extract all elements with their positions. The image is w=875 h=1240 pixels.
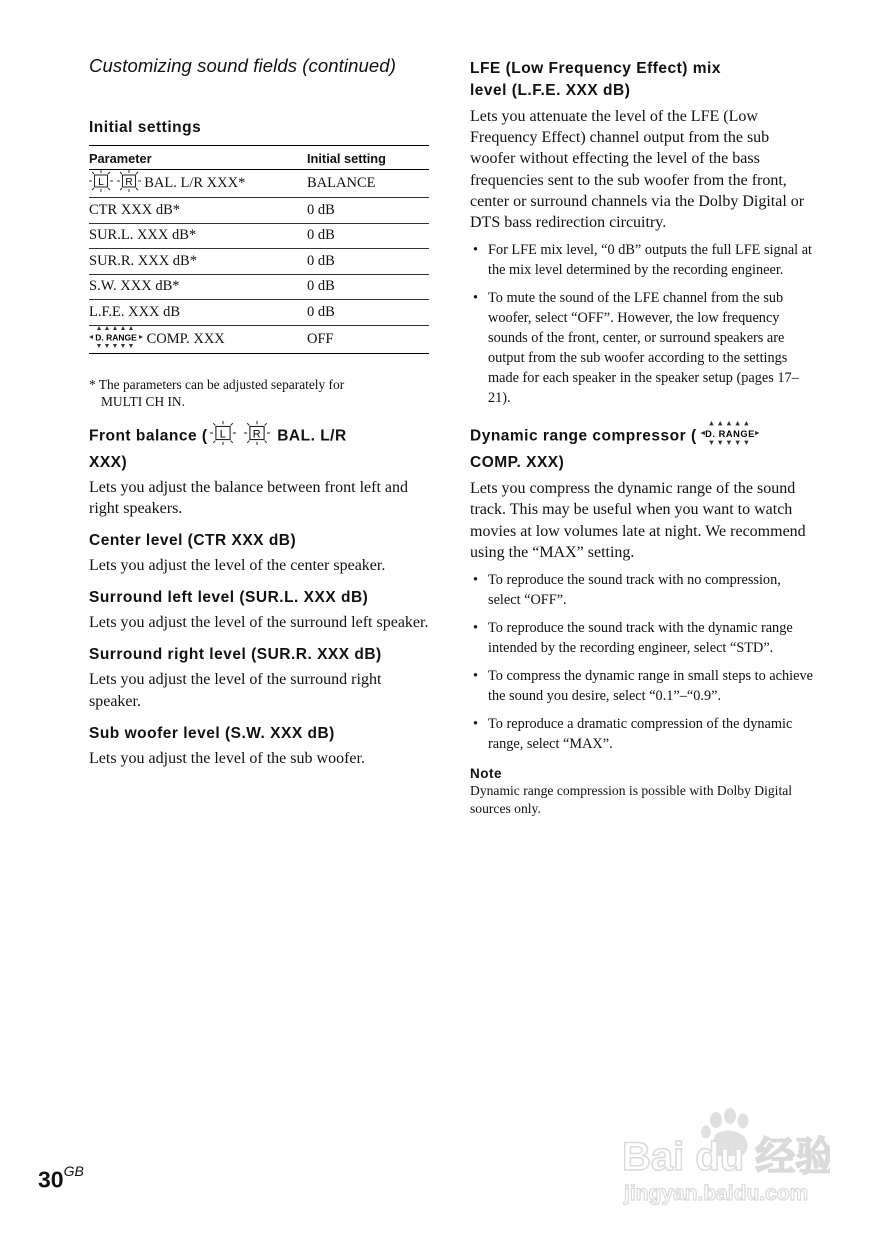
lfe-heading-line-2: level (L.F.E. XXX dB) [470, 82, 631, 99]
table-cell-value: 0 dB [307, 300, 429, 326]
table-cell-value: 0 dB [307, 198, 429, 224]
surround-left-body: Lets you adjust the level of the surround left speaker. [89, 614, 429, 632]
surround-right-body: Lets you adjust the level of the surround right speaker. [89, 671, 382, 710]
left-speaker-icon [89, 170, 113, 197]
parameter-text: BAL. L/R XXX* [144, 174, 246, 191]
page-number: $30^{GB}$ [38, 1163, 84, 1193]
drc-heading: Dynamic range compressor ( D. RANGE COMP. XXX) [470, 421, 815, 474]
list-item: • To compress the dynamic range in small steps to achieve the sound you desire, select “0.1”–“0.9”. [470, 666, 815, 706]
table-cell-value: 0 dB [307, 223, 429, 249]
table-row [89, 170, 429, 198]
right-speaker-icon [242, 421, 272, 452]
lfe-section [470, 58, 815, 408]
footnote-line-1: * The parameters can be adjusted separately for [89, 376, 345, 392]
svg-text:D. RANGE: D. RANGE [704, 429, 755, 440]
table-cell-parameter: SUR.R. XXX dB* [89, 249, 307, 275]
footnote-line-2: MULTI CH IN. [101, 393, 185, 409]
sub-woofer-body: Lets you adjust the level of the sub woofer. [89, 749, 365, 767]
table-row [89, 198, 429, 224]
table-cell-value: 0 dB [307, 249, 429, 275]
drc-body: Lets you compress the dynamic range of the sound track. This may be useful when you want to watch movies at low volumes late at night. We recommend using the “MAX” setting. [470, 480, 806, 561]
svg-text:R: R [125, 177, 133, 188]
table-row [89, 249, 429, 275]
drc-bullet-list [470, 570, 815, 754]
parameter-text: COMP. XXX [146, 330, 225, 347]
table-cell-parameter [89, 170, 307, 198]
table-cell-parameter: SUR.L. XXX dB* [89, 223, 307, 249]
d-range-icon [89, 326, 143, 353]
sub-woofer-heading: Sub woofer level (S.W. XXX dB) [89, 724, 335, 742]
list-item: • To reproduce the sound track with the dynamic range intended by the recording engineer, select “STD”. [470, 618, 815, 658]
note-section [470, 766, 815, 818]
right-column [470, 58, 815, 818]
lfe-bullet-list [470, 240, 815, 408]
watermark-url: jingyan.baidu.com [624, 1182, 809, 1205]
baidu-watermark [620, 1108, 830, 1208]
lfe-heading-line-1: LFE (Low Frequency Effect) mix [470, 60, 721, 77]
table-row [89, 274, 429, 300]
footnote [89, 376, 429, 410]
table-header-row [89, 146, 429, 170]
baidu-paw-logo [620, 1108, 830, 1208]
table-cell-value: 0 dB [307, 274, 429, 300]
svg-text:L: L [219, 427, 226, 440]
table-cell-parameter: L.F.E. XXX dB [89, 300, 307, 326]
table-cell-parameter: S.W. XXX dB* [89, 274, 307, 300]
svg-text:L: L [98, 177, 104, 188]
table-cell-parameter [89, 325, 307, 353]
list-item: • For LFE mix level, “0 dB” outputs the full LFE signal at the mix level determined by the recording engineer. [470, 240, 815, 280]
surround-right-section [89, 644, 429, 711]
svg-text:D. RANGE: D. RANGE [95, 332, 137, 342]
left-column [89, 54, 429, 769]
d-range-icon [697, 421, 763, 452]
surround-left-section [89, 587, 429, 633]
watermark-brand: Bai du 经验 [622, 1135, 830, 1179]
table-cell-value: OFF [307, 325, 429, 353]
page-number-suffix: GB [63, 1163, 84, 1179]
front-balance-section [89, 421, 429, 519]
table-cell-parameter: CTR XXX dB* [89, 198, 307, 224]
list-item: • To mute the sound of the LFE channel from the sub woofer, select “OFF”. However, the low frequency sounds of the front, center, or surround speakers are output from the sub woofer according to the settings made for each speaker in the speaker setup (pages 17–21). [470, 288, 815, 408]
table-row [89, 325, 429, 353]
front-balance-body: Lets you adjust the balance between front left and right speakers. [89, 478, 408, 517]
center-level-section [89, 530, 429, 576]
initial-settings-table [89, 145, 429, 354]
column-header-parameter: Parameter [89, 146, 307, 170]
sub-woofer-section [89, 723, 429, 769]
list-item: • To reproduce the sound track with no compression, select “OFF”. [470, 570, 815, 610]
column-header-initial-setting: Initial setting [307, 146, 429, 170]
initial-settings-heading: Initial settings [89, 119, 202, 136]
front-balance-heading: Front balance ( L R BAL. L/R XXX) [89, 421, 429, 474]
table-row [89, 300, 429, 326]
surround-left-heading: Surround left level (SUR.L. XXX dB) [89, 589, 369, 607]
svg-text:R: R [253, 427, 262, 440]
center-level-heading: Center level (CTR XXX dB) [89, 531, 297, 549]
section-title: Customizing sound fields (continued) [89, 55, 396, 76]
list-item: • To reproduce a dramatic compression of the dynamic range, select “MAX”. [470, 714, 815, 754]
center-level-body: Lets you adjust the level of the center speaker. [89, 556, 386, 574]
table-row [89, 223, 429, 249]
note-text: Dynamic range compression is possible with Dolby Digital sources only. [470, 783, 793, 817]
right-speaker-icon [117, 170, 141, 197]
surround-right-heading: Surround right level (SUR.R. XXX dB) [89, 646, 382, 664]
table-cell-value: BALANCE [307, 170, 429, 198]
left-speaker-icon [208, 421, 238, 452]
lfe-body: Lets you attenuate the level of the LFE (Low Frequency Effect) channel output from the sub woofer without effecting the level of the bass frequencies sent to the sub woofer from the front, center or surround channels via the Dolby Digital or DTS bass redirection circuitry. [470, 108, 805, 232]
note-heading: Note [470, 766, 502, 782]
drc-section [470, 421, 815, 754]
